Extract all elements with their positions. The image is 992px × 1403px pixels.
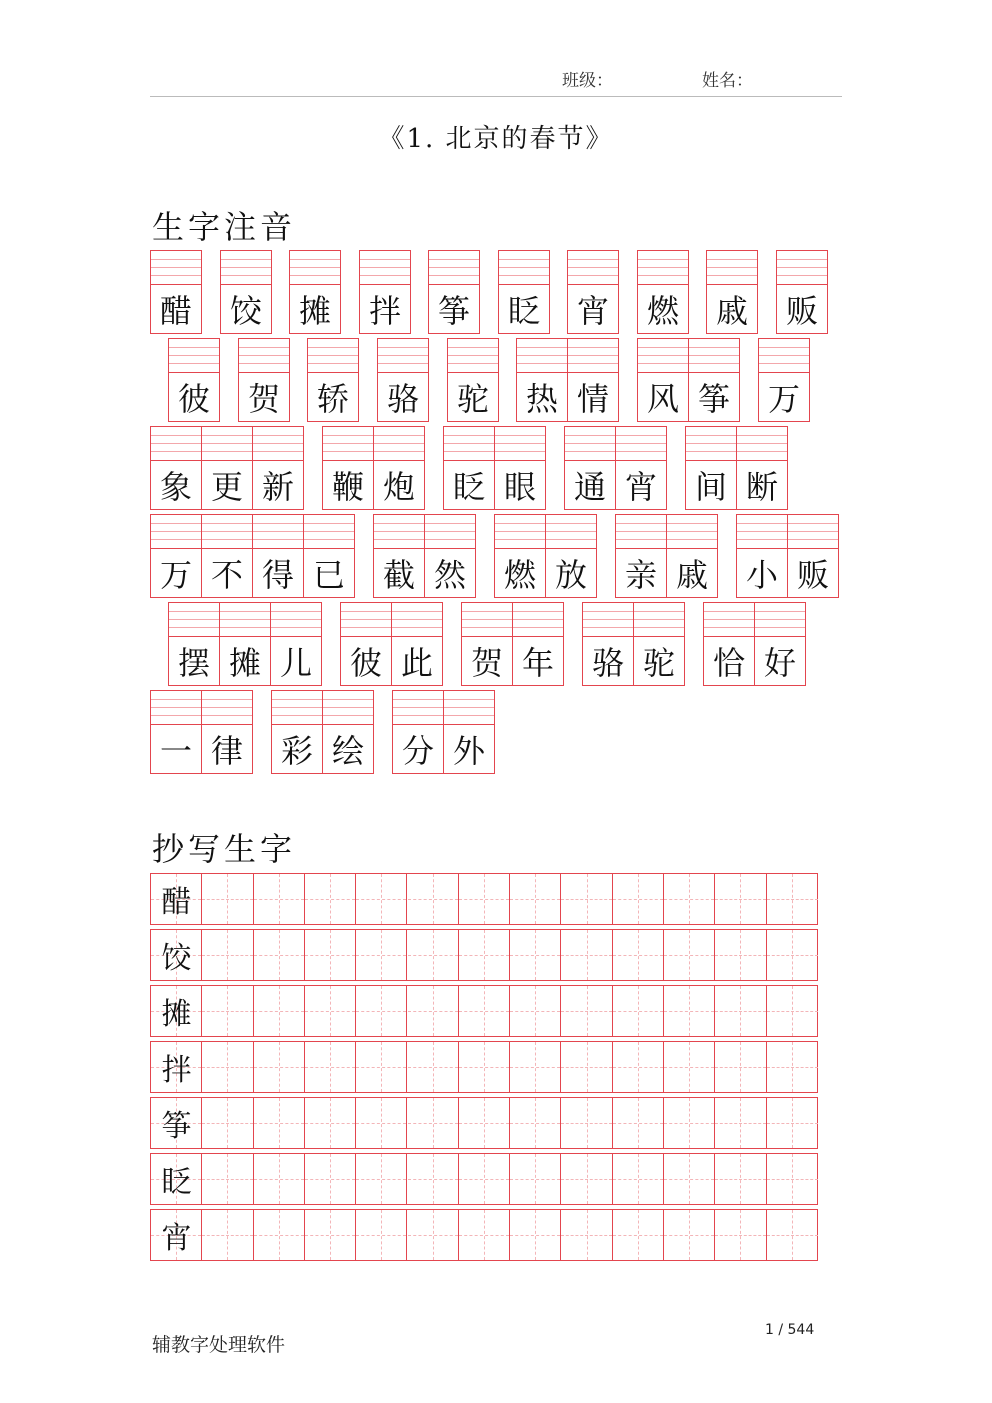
zhuyin-cell <box>637 250 689 334</box>
practice-cell[interactable] <box>613 1210 664 1260</box>
pinyin-lines[interactable] <box>686 427 736 461</box>
practice-cell[interactable] <box>613 1154 664 1204</box>
pinyin-lines[interactable] <box>616 427 666 461</box>
practice-cell[interactable] <box>561 1042 612 1092</box>
pinyin-lines[interactable] <box>638 251 688 285</box>
hanzi-character: 眼 <box>503 467 536 506</box>
practice-cell[interactable] <box>408 1098 459 1148</box>
hanzi-character: 戚 <box>715 291 748 330</box>
hanzi-character: 摊 <box>298 291 331 330</box>
practice-cell[interactable] <box>254 1098 305 1148</box>
pinyin-lines[interactable] <box>495 515 545 549</box>
zhuyin-cell <box>201 690 253 774</box>
hanzi-character: 彼 <box>349 643 382 682</box>
pinyin-lines[interactable] <box>271 603 321 637</box>
hanzi-character: 万 <box>767 379 800 418</box>
pinyin-lines[interactable] <box>392 603 442 637</box>
pinyin-lines[interactable] <box>323 691 373 725</box>
pinyin-lines[interactable] <box>290 251 340 285</box>
hanzi-character: 分 <box>401 731 434 770</box>
hanzi-character: 驼 <box>456 379 489 418</box>
hanzi-character: 贩 <box>785 291 818 330</box>
practice-cell[interactable] <box>561 1098 612 1148</box>
zhuyin-cell <box>567 338 619 422</box>
pinyin-lines[interactable] <box>151 515 201 549</box>
pinyin-lines[interactable] <box>777 251 827 285</box>
zhuyin-cell <box>688 338 740 422</box>
hanzi-character: 律 <box>210 731 243 770</box>
model-character: 摊 <box>161 997 192 1032</box>
zhuyin-cell <box>787 514 839 598</box>
zhuyin-cell <box>494 514 546 598</box>
practice-cell[interactable] <box>561 874 612 924</box>
zhuyin-cell <box>201 514 253 598</box>
practice-cell[interactable] <box>305 874 356 924</box>
practice-cell[interactable] <box>664 986 715 1036</box>
header-divider <box>150 96 842 97</box>
zhuyin-cell <box>377 338 429 422</box>
pinyin-lines[interactable] <box>220 603 270 637</box>
pinyin-lines[interactable] <box>323 427 373 461</box>
zhuyin-cell <box>567 250 619 334</box>
zhuyin-cell <box>615 514 667 598</box>
zhuyin-cell <box>168 602 220 686</box>
pinyin-lines[interactable] <box>239 339 289 373</box>
hanzi-character: 贺 <box>470 643 503 682</box>
hanzi-character: 亲 <box>624 555 657 594</box>
practice-row <box>150 1097 818 1149</box>
zhuyin-cell <box>168 338 220 422</box>
practice-cell[interactable] <box>613 1042 664 1092</box>
zhuyin-cell <box>359 250 411 334</box>
zhuyin-cell <box>494 426 546 510</box>
hanzi-character: 得 <box>261 555 294 594</box>
practice-cell[interactable] <box>408 986 459 1036</box>
practice-cell[interactable] <box>356 874 407 924</box>
practice-cell[interactable] <box>561 1210 612 1260</box>
practice-cell[interactable] <box>664 1098 715 1148</box>
zhuyin-cell <box>754 602 806 686</box>
hanzi-character: 彩 <box>280 731 313 770</box>
zhuyin-cell <box>252 426 304 510</box>
pinyin-lines[interactable] <box>425 515 475 549</box>
zhuyin-cell <box>545 514 597 598</box>
practice-cell[interactable] <box>254 930 305 980</box>
practice-cell[interactable] <box>459 930 510 980</box>
pinyin-lines[interactable] <box>616 515 666 549</box>
hanzi-character: 炮 <box>382 467 415 506</box>
zhuyin-cell <box>776 250 828 334</box>
pinyin-lines[interactable] <box>568 251 618 285</box>
pinyin-lines[interactable] <box>634 603 684 637</box>
practice-cell[interactable] <box>715 1042 766 1092</box>
practice-cell[interactable] <box>356 1210 407 1260</box>
hanzi-character: 骆 <box>386 379 419 418</box>
hanzi-character: 彼 <box>177 379 210 418</box>
name-label: 姓名： <box>702 71 753 91</box>
model-character: 饺 <box>161 941 192 976</box>
practice-row <box>150 1209 818 1261</box>
pinyin-lines[interactable] <box>513 603 563 637</box>
hanzi-character: 象 <box>159 467 192 506</box>
practice-cell[interactable] <box>254 1210 305 1260</box>
zhuyin-cell <box>303 514 355 598</box>
hanzi-character: 轿 <box>316 379 349 418</box>
zhuyin-cell <box>150 690 202 774</box>
practice-cell[interactable] <box>459 874 510 924</box>
pinyin-lines[interactable] <box>707 251 757 285</box>
practice-cell[interactable] <box>202 874 253 924</box>
hanzi-character: 贺 <box>247 379 280 418</box>
practice-cell[interactable] <box>715 986 766 1036</box>
pinyin-lines[interactable] <box>393 691 443 725</box>
zhuyin-cell <box>633 602 685 686</box>
model-character: 眨 <box>161 1165 192 1200</box>
practice-cell[interactable] <box>561 986 612 1036</box>
pinyin-lines[interactable] <box>737 515 787 549</box>
pinyin-lines[interactable] <box>546 515 596 549</box>
zhuyin-cell <box>443 690 495 774</box>
practice-cell[interactable] <box>510 874 561 924</box>
pinyin-lines[interactable] <box>151 251 201 285</box>
hanzi-character: 热 <box>525 379 558 418</box>
pinyin-lines[interactable] <box>202 427 252 461</box>
pinyin-lines[interactable] <box>517 339 567 373</box>
practice-cell[interactable] <box>202 986 253 1036</box>
hanzi-character: 醋 <box>159 291 192 330</box>
practice-cell[interactable] <box>715 1210 766 1260</box>
model-character: 醋 <box>161 885 192 920</box>
practice-cell[interactable] <box>510 986 561 1036</box>
practice-cell[interactable] <box>664 1210 715 1260</box>
practice-cell[interactable] <box>254 1042 305 1092</box>
hanzi-character: 小 <box>745 555 778 594</box>
pinyin-lines[interactable] <box>638 339 688 373</box>
hanzi-character: 儿 <box>279 643 312 682</box>
hanzi-character: 驼 <box>642 643 675 682</box>
pinyin-lines[interactable] <box>341 603 391 637</box>
zhuyin-cell <box>428 250 480 334</box>
practice-cell[interactable] <box>254 986 305 1036</box>
hanzi-character: 戚 <box>675 555 708 594</box>
pinyin-lines[interactable] <box>755 603 805 637</box>
practice-cell[interactable] <box>459 1098 510 1148</box>
zhuyin-cell <box>564 426 616 510</box>
zhuyin-cell <box>615 426 667 510</box>
practice-cell[interactable] <box>613 986 664 1036</box>
zhuyin-cell <box>637 338 689 422</box>
practice-cell[interactable] <box>356 1154 407 1204</box>
hanzi-character: 通 <box>573 467 606 506</box>
pinyin-lines[interactable] <box>565 427 615 461</box>
hanzi-character: 骆 <box>591 643 624 682</box>
hanzi-character: 好 <box>763 643 796 682</box>
pinyin-lines[interactable] <box>360 251 410 285</box>
section-heading-zhuyin: 生字注音 <box>152 208 297 246</box>
zhuyin-cell <box>150 426 202 510</box>
zhuyin-cell <box>666 514 718 598</box>
practice-cell[interactable] <box>408 874 459 924</box>
hanzi-character: 燃 <box>646 291 679 330</box>
pinyin-lines[interactable] <box>253 427 303 461</box>
practice-cell[interactable] <box>767 986 818 1036</box>
practice-cell[interactable] <box>664 1154 715 1204</box>
pinyin-lines[interactable] <box>151 427 201 461</box>
pinyin-lines[interactable] <box>583 603 633 637</box>
zhuyin-cell <box>424 514 476 598</box>
practice-cell[interactable] <box>356 1042 407 1092</box>
practice-cell[interactable] <box>459 1154 510 1204</box>
footer-software: 辅教字处理软件 <box>152 1334 286 1356</box>
practice-row <box>150 929 818 981</box>
hanzi-character: 新 <box>261 467 294 506</box>
page-title: 《1. 北京的春节》 <box>378 124 614 154</box>
class-label: 班级： <box>562 71 613 91</box>
practice-cell[interactable] <box>715 1154 766 1204</box>
pinyin-lines[interactable] <box>308 339 358 373</box>
practice-cell[interactable] <box>613 874 664 924</box>
hanzi-character: 此 <box>400 643 433 682</box>
pinyin-lines[interactable] <box>221 251 271 285</box>
practice-cell[interactable] <box>356 986 407 1036</box>
pinyin-lines[interactable] <box>253 515 303 549</box>
practice-row <box>150 985 818 1037</box>
practice-cell[interactable] <box>356 1098 407 1148</box>
hanzi-character: 间 <box>694 467 727 506</box>
pinyin-lines[interactable] <box>272 691 322 725</box>
zhuyin-cell <box>392 690 444 774</box>
pinyin-lines[interactable] <box>378 339 428 373</box>
practice-cell[interactable] <box>767 1042 818 1092</box>
practice-cell[interactable] <box>202 1154 253 1204</box>
hanzi-character: 摊 <box>228 643 261 682</box>
pinyin-lines[interactable] <box>495 427 545 461</box>
practice-cell[interactable] <box>254 1154 305 1204</box>
hanzi-character: 贩 <box>796 555 829 594</box>
practice-cell[interactable] <box>305 1154 356 1204</box>
section-heading-copy: 抄写生字 <box>152 830 297 868</box>
zhuyin-cell <box>340 602 392 686</box>
hanzi-character: 宵 <box>576 291 609 330</box>
pinyin-lines[interactable] <box>444 427 494 461</box>
practice-cell[interactable] <box>305 986 356 1036</box>
practice-cell[interactable] <box>202 1098 253 1148</box>
hanzi-character: 不 <box>210 555 243 594</box>
practice-cell[interactable] <box>254 874 305 924</box>
hanzi-character: 燃 <box>503 555 536 594</box>
practice-cell[interactable] <box>561 930 612 980</box>
pinyin-lines[interactable] <box>704 603 754 637</box>
hanzi-character: 鞭 <box>331 467 364 506</box>
practice-cell[interactable] <box>510 1042 561 1092</box>
pinyin-lines[interactable] <box>667 515 717 549</box>
practice-cell[interactable] <box>459 986 510 1036</box>
practice-cell[interactable] <box>767 1154 818 1204</box>
practice-cell[interactable] <box>305 1098 356 1148</box>
pinyin-lines[interactable] <box>374 515 424 549</box>
practice-row <box>150 1153 818 1205</box>
practice-cell[interactable] <box>459 1042 510 1092</box>
pinyin-lines[interactable] <box>568 339 618 373</box>
hanzi-character: 断 <box>745 467 778 506</box>
practice-row <box>150 1041 818 1093</box>
pinyin-lines[interactable] <box>151 691 201 725</box>
hanzi-character: 年 <box>521 643 554 682</box>
practice-cell[interactable] <box>613 1098 664 1148</box>
zhuyin-cell <box>270 602 322 686</box>
practice-cell[interactable] <box>613 930 664 980</box>
pinyin-lines[interactable] <box>169 339 219 373</box>
zhuyin-cell <box>220 250 272 334</box>
zhuyin-cell <box>201 426 253 510</box>
hanzi-character: 更 <box>210 467 243 506</box>
practice-cell[interactable] <box>664 1042 715 1092</box>
practice-cell[interactable] <box>356 930 407 980</box>
zhuyin-cell <box>373 426 425 510</box>
hanzi-character: 然 <box>433 555 466 594</box>
zhuyin-cell <box>736 426 788 510</box>
hanzi-character: 绘 <box>331 731 364 770</box>
zhuyin-cell <box>443 426 495 510</box>
practice-cell[interactable] <box>664 930 715 980</box>
page-number: 1 / 544 <box>765 1322 815 1338</box>
zhuyin-cell <box>685 426 737 510</box>
practice-cell[interactable] <box>202 930 253 980</box>
practice-cell[interactable] <box>510 1154 561 1204</box>
hanzi-character: 万 <box>159 555 192 594</box>
zhuyin-cell <box>289 250 341 334</box>
pinyin-lines[interactable] <box>169 603 219 637</box>
zhuyin-cell <box>758 338 810 422</box>
zhuyin-cell <box>219 602 271 686</box>
pinyin-lines[interactable] <box>202 691 252 725</box>
practice-cell[interactable] <box>510 1210 561 1260</box>
practice-cell[interactable] <box>305 1042 356 1092</box>
pinyin-lines[interactable] <box>444 691 494 725</box>
zhuyin-cell <box>271 690 323 774</box>
hanzi-character: 拌 <box>368 291 401 330</box>
practice-cell[interactable] <box>767 1210 818 1260</box>
zhuyin-cell <box>150 250 202 334</box>
pinyin-lines[interactable] <box>689 339 739 373</box>
pinyin-lines[interactable] <box>499 251 549 285</box>
practice-cell[interactable] <box>561 1154 612 1204</box>
practice-cell[interactable] <box>202 1210 253 1260</box>
zhuyin-cell <box>391 602 443 686</box>
pinyin-lines[interactable] <box>374 427 424 461</box>
zhuyin-cell <box>703 602 755 686</box>
model-character: 宵 <box>161 1221 192 1256</box>
zhuyin-cell <box>322 690 374 774</box>
zhuyin-cell <box>238 338 290 422</box>
hanzi-character: 风 <box>646 379 679 418</box>
zhuyin-cell <box>736 514 788 598</box>
hanzi-character: 饺 <box>229 291 262 330</box>
zhuyin-cell <box>252 514 304 598</box>
hanzi-character: 放 <box>554 555 587 594</box>
zhuyin-cell <box>373 514 425 598</box>
hanzi-character: 一 <box>159 731 192 770</box>
practice-cell[interactable] <box>459 1210 510 1260</box>
zhuyin-cell <box>512 602 564 686</box>
zhuyin-cell <box>307 338 359 422</box>
zhuyin-cell <box>516 338 568 422</box>
pinyin-lines[interactable] <box>462 603 512 637</box>
practice-cell[interactable] <box>305 930 356 980</box>
hanzi-character: 筝 <box>437 291 470 330</box>
hanzi-character: 眨 <box>452 467 485 506</box>
hanzi-character: 摆 <box>177 643 210 682</box>
practice-cell[interactable] <box>510 930 561 980</box>
practice-cell[interactable] <box>767 1098 818 1148</box>
practice-cell[interactable] <box>305 1210 356 1260</box>
zhuyin-cell <box>498 250 550 334</box>
practice-cell[interactable] <box>767 874 818 924</box>
practice-cell[interactable] <box>408 930 459 980</box>
practice-cell[interactable] <box>408 1154 459 1204</box>
pinyin-lines[interactable] <box>737 427 787 461</box>
pinyin-lines[interactable] <box>202 515 252 549</box>
practice-cell[interactable] <box>408 1210 459 1260</box>
hanzi-character: 情 <box>576 379 609 418</box>
hanzi-character: 眨 <box>507 291 540 330</box>
pinyin-lines[interactable] <box>429 251 479 285</box>
hanzi-character: 筝 <box>697 379 730 418</box>
practice-cell[interactable] <box>767 930 818 980</box>
model-character: 筝 <box>161 1109 192 1144</box>
zhuyin-cell <box>706 250 758 334</box>
practice-row <box>150 873 818 925</box>
hanzi-character: 已 <box>312 555 345 594</box>
zhuyin-cell <box>582 602 634 686</box>
practice-cell[interactable] <box>715 1098 766 1148</box>
pinyin-lines[interactable] <box>448 339 498 373</box>
pinyin-lines[interactable] <box>759 339 809 373</box>
practice-cell[interactable] <box>408 1042 459 1092</box>
zhuyin-cell <box>447 338 499 422</box>
hanzi-character: 宵 <box>624 467 657 506</box>
pinyin-lines[interactable] <box>304 515 354 549</box>
hanzi-character: 截 <box>382 555 415 594</box>
practice-cell[interactable] <box>510 1098 561 1148</box>
practice-cell[interactable] <box>715 930 766 980</box>
practice-cell[interactable] <box>715 874 766 924</box>
pinyin-lines[interactable] <box>788 515 838 549</box>
zhuyin-cell <box>150 514 202 598</box>
practice-cell[interactable] <box>664 874 715 924</box>
zhuyin-cell <box>322 426 374 510</box>
hanzi-character: 外 <box>452 731 485 770</box>
practice-cell[interactable] <box>202 1042 253 1092</box>
hanzi-character: 恰 <box>712 643 745 682</box>
model-character: 拌 <box>161 1053 192 1088</box>
zhuyin-cell <box>461 602 513 686</box>
